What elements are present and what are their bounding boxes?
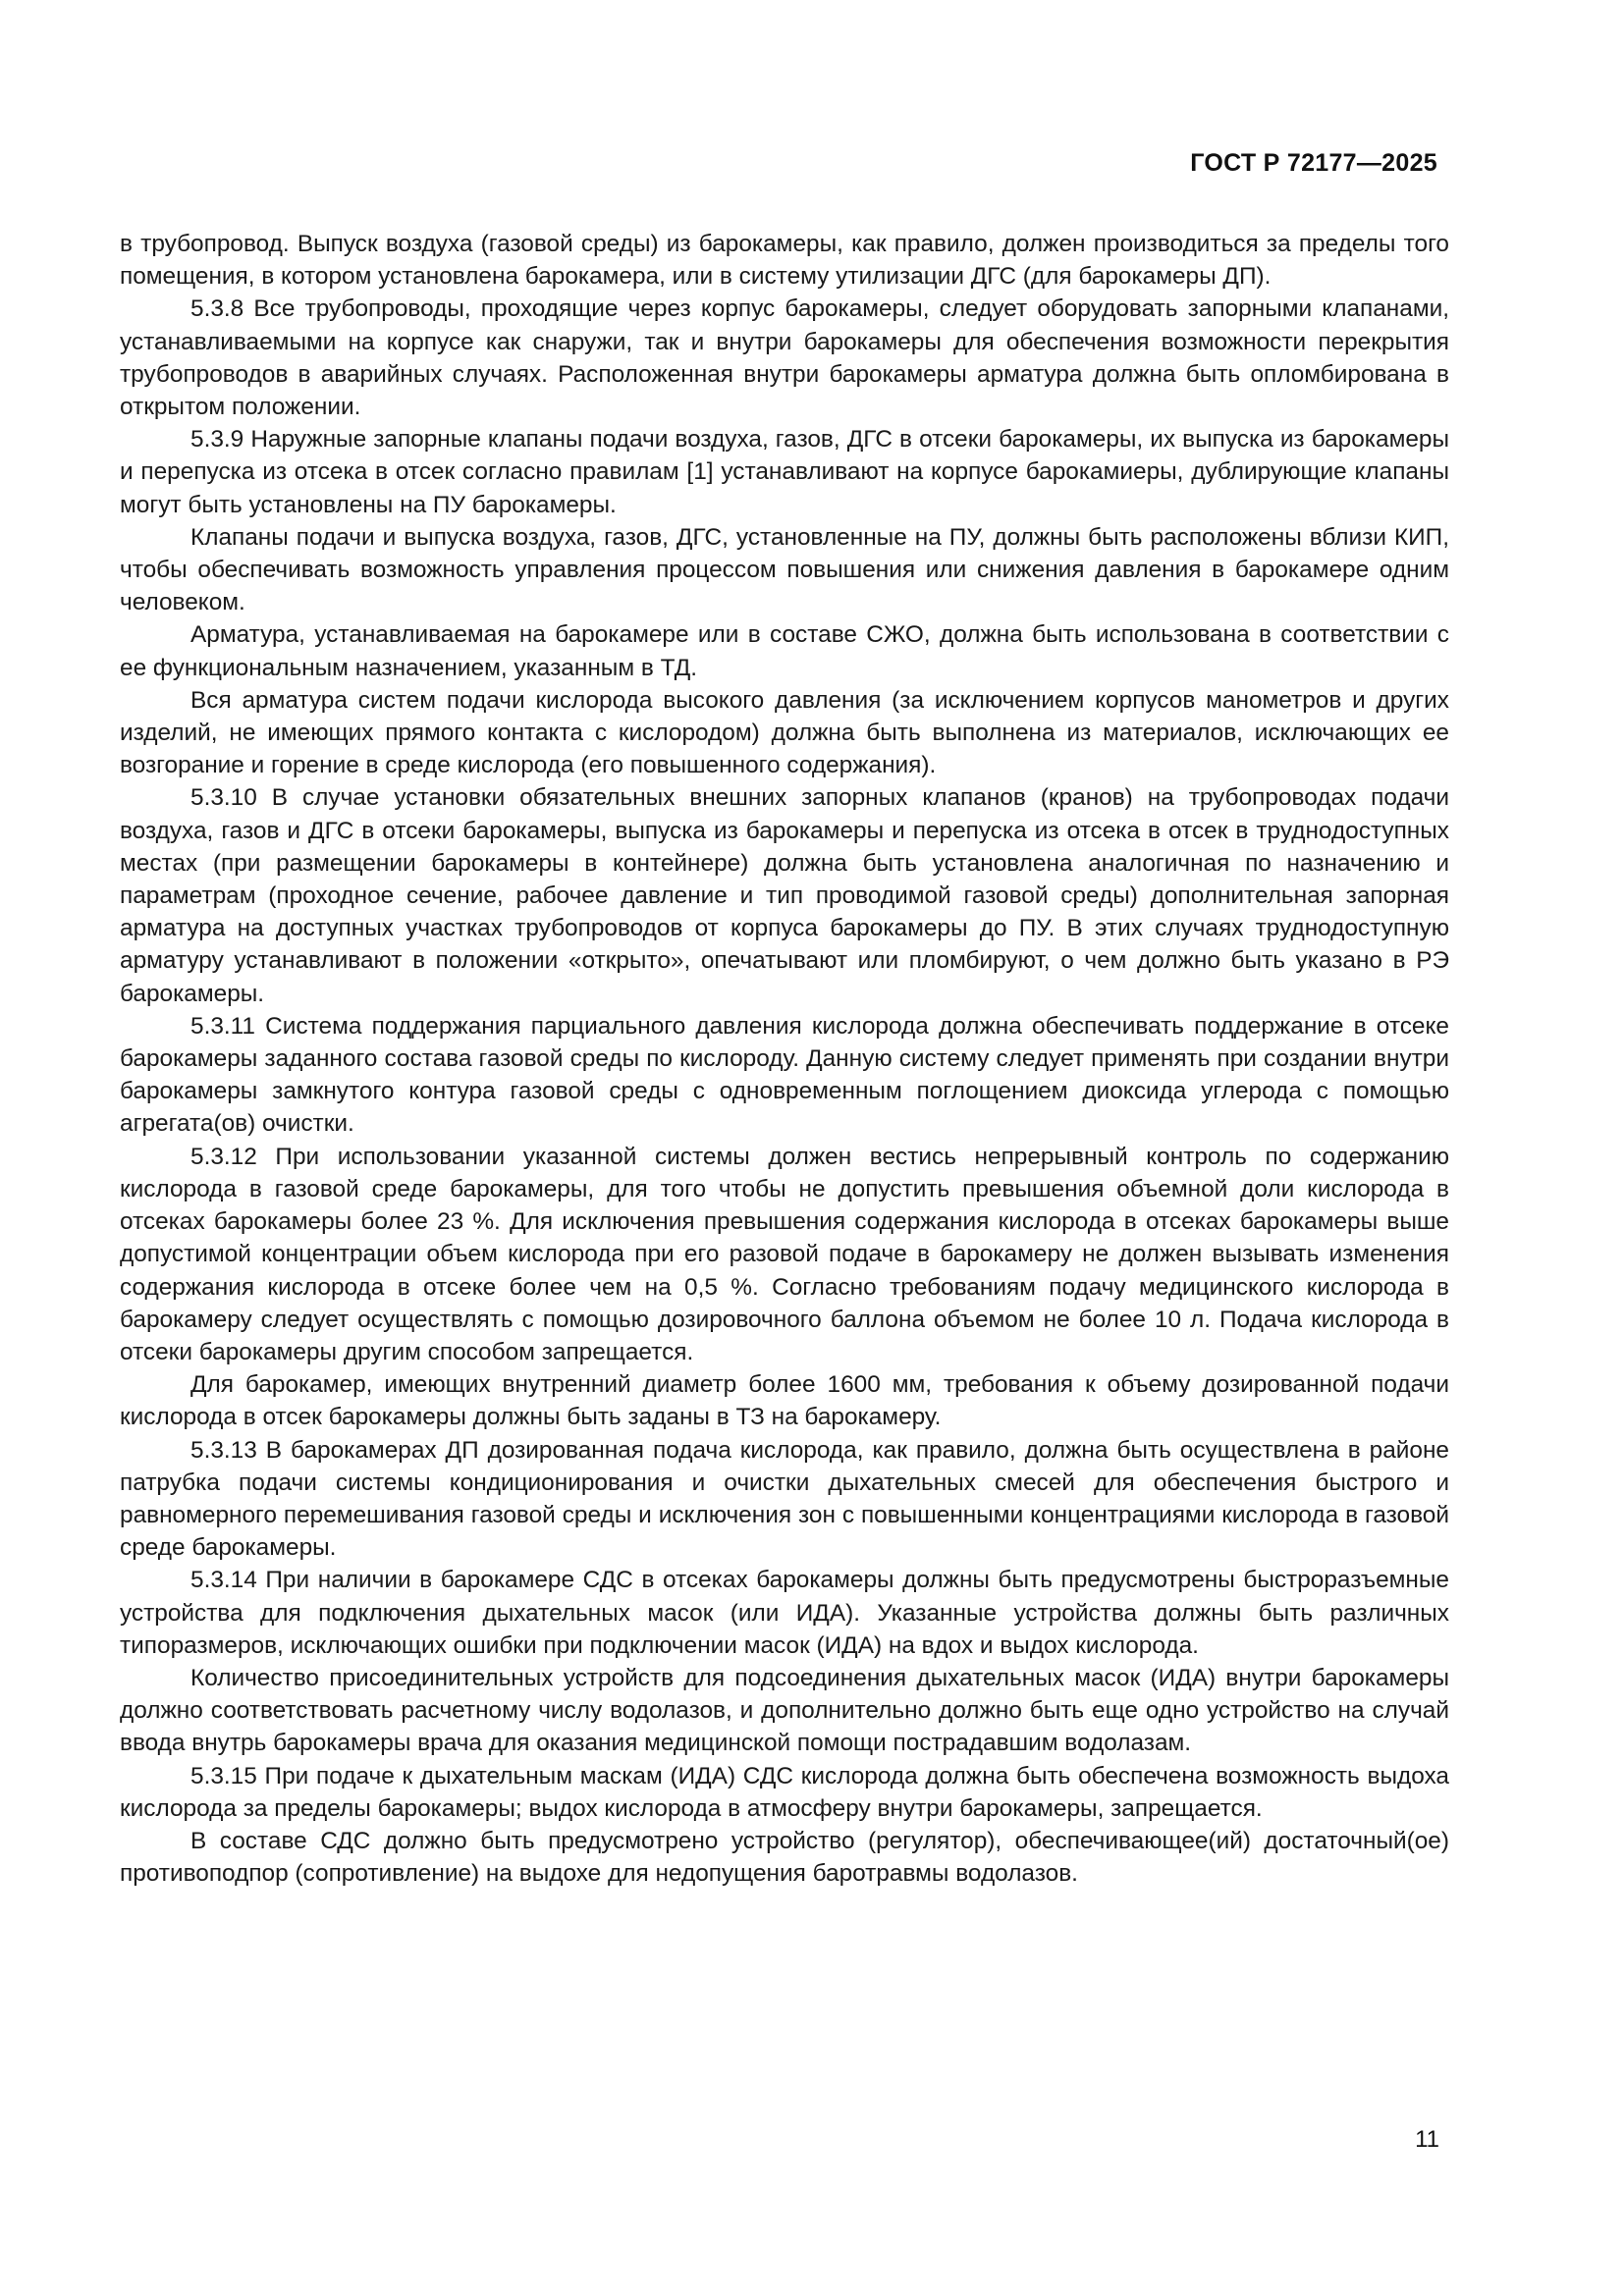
paragraph: Количество присоединительных устройств для подсоединения дыхательных масок (ИДА) внутри барокамеры должно соответствовать расчетному числу водолазов, и дополнительно должно быть еще одно устройство на случай ввода внутрь барокамеры врача для оказания медицинской помощи пострадавшим водолазам. bbox=[120, 1664, 1449, 1757]
paragraph: 5.3.15 При подаче к дыхательным маскам (ИДА) СДС кислорода должна быть обеспечена возможность выдоха кислорода за пределы барокамеры; выдох кислорода в атмосферу внутри барокамеры, запрещается. bbox=[120, 1762, 1449, 1822]
paragraph: 5.3.9 Наружные запорные клапаны подачи воздуха, газов, ДГС в отсеки барокамеры, их выпуска из барокамеры и перепуска из отсека в отсек согласно правилам [1] устанавливают на корпусе барокамиеры, дублирующие клапаны могут быть установлены на ПУ барокамеры. bbox=[120, 426, 1449, 518]
paragraph: в трубопровод. Выпуск воздуха (газовой среды) из барокамеры, как правило, должен производиться за пределы того помещения, в котором установлена барокамера, или в систему утилизации ДГС (для барокамеры ДП). bbox=[120, 231, 1449, 291]
paragraph: В составе СДС должно быть предусмотрено устройство (регулятор), обеспечивающее(ий) достаточный(ое) противоподпор (сопротивление) на выдохе для недопущения баротравмы водолазов. bbox=[120, 1827, 1449, 1888]
paragraph: 5.3.13 В барокамерах ДП дозированная подача кислорода, как правило, должна быть осуществлена в районе патрубка подачи системы кондиционирования и очистки дыхательных смесей для обеспечения быстрого и равномерного перемешивания газовой среды и исключения зон с повышенными концентрациями кислорода в газовой среде барокамеры. bbox=[120, 1436, 1449, 1562]
paragraph: 5.3.8 Все трубопроводы, проходящие через корпус барокамеры, следует оборудовать запорными клапанами, устанавливаемыми на корпусе как снаружи, так и внутри барокамеры для обеспечения возможности перекрытия трубопроводов в аварийных случаях. Расположенная внутри барокамеры арматура должна быть опломбирована в открытом положении. bbox=[120, 295, 1449, 421]
paragraph: 5.3.12 При использовании указанной системы должен вестись непрерывный контроль по содержанию кислорода в газовой среде барокамеры, для того чтобы не допустить превышения объемной доли кислорода в отсеках барокамеры более 23 %. Для исключения превышения содержания кислорода в отсеках барокамеры выше допустимой концентрации объем кислорода при его разовой подаче в барокамеру не должен вызывать изменения содержания кислорода в отсеке более чем на 0,5 %. Согласно требованиям подачу медицинского кислорода в барокамеру следует осуществлять с помощью дозировочного баллона объемом не более 10 л. Подача кислорода в отсеки барокамеры другим способом запрещается. bbox=[120, 1143, 1449, 1365]
paragraph: Клапаны подачи и выпуска воздуха, газов, ДГС, установленные на ПУ, должны быть расположены вблизи КИП, чтобы обеспечивать возможность управления процессом повышения или снижения давления в барокамере одним человеком. bbox=[120, 523, 1449, 616]
paragraph: 5.3.14 При наличии в барокамере СДС в отсеках барокамеры должны быть предусмотрены быстроразъемные устройства для подключения дыхательных масок (или ИДА). Указанные устройства должны быть различных типоразмеров, исключающих ошибки при подключении масок (ИДА) на вдох и выдох кислорода. bbox=[120, 1567, 1449, 1659]
paragraph: 5.3.10 В случае установки обязательных внешних запорных клапанов (кранов) на трубопроводах подачи воздуха, газов и ДГС в отсеки барокамеры, выпуска из барокамеры и перепуска из отсека в отсек в труднодоступных местах (при размещении барокамеры в контейнере) должна быть установлена аналогичная по назначению и параметрам (проходное сечение, рабочее давление и тип проводимой газовой среды) дополнительная запорная арматура на доступных участках трубопроводов от корпуса барокамеры до ПУ. В этих случаях труднодоступную арматуру устанавливают в положении «открыто», опечатывают или пломбируют, о чем должно быть указано в РЭ барокамеры. bbox=[120, 784, 1449, 1007]
paragraph: 5.3.11 Система поддержания парциального давления кислорода должна обеспечивать поддержание в отсеке барокамеры заданного состава газовой среды по кислороду. Данную систему следует применять при создании внутри барокамеры замкнутого контура газовой среды с одновременным поглощением диоксида углерода с помощью агрегата(ов) очистки. bbox=[120, 1012, 1449, 1138]
paragraph: Вся арматура систем подачи кислорода высокого давления (за исключением корпусов манометров и других изделий, не имеющих прямого контакта с кислородом) должна быть выполнена из материалов, исключающих ее возгорание и горение в среде кислорода (его повышенного содержания). bbox=[120, 686, 1449, 779]
paragraph: Арматура, устанавливаемая на барокамере или в составе СЖО, должна быть использована в соответствии с ее функциональным назначением, указанным в ТД. bbox=[120, 621, 1449, 681]
body-text bbox=[120, 228, 1449, 1890]
page-number: 11 bbox=[1415, 2126, 1439, 2153]
paragraph: Для барокамер, имеющих внутренний диаметр более 1600 мм, требования к объему дозированной подачи кислорода в отсек барокамеры должны быть заданы в ТЗ на барокамеру. bbox=[120, 1371, 1449, 1431]
document-code: ГОСТ Р 72177—2025 bbox=[1190, 149, 1437, 177]
